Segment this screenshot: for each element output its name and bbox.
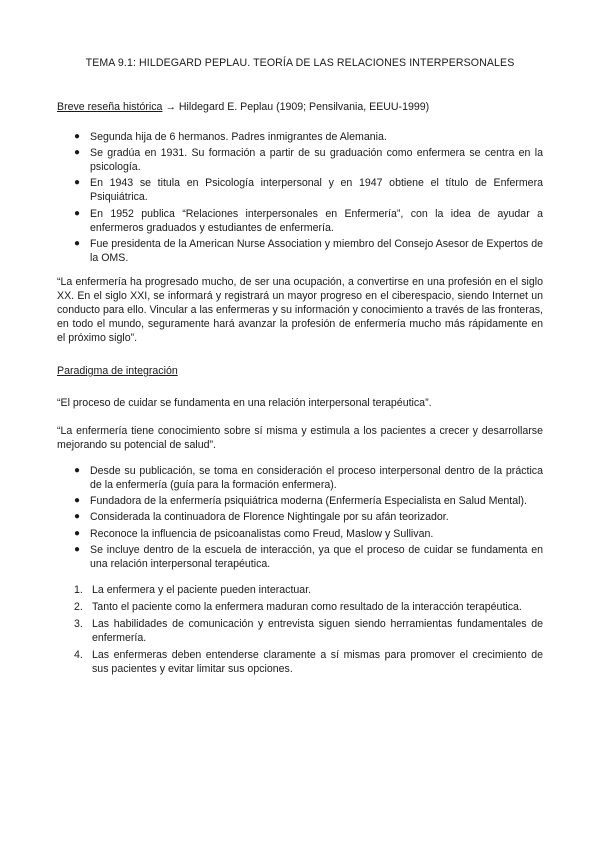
bullet-icon: ● [74,495,81,507]
arrow-icon: → [165,101,176,113]
bullet-icon: ● [74,543,81,555]
numbered-item: 3. Las habilidades de comunicación y entrevista siguen siendo herramientas fundamentales de enfermería. [74,617,543,644]
history-list-wrap [57,130,543,267]
list-item: ● Desde su publicación, se toma en consideración el proceso interpersonal dentro de la práctica de la enfermería (guía para la formación enfermera). [74,465,543,491]
bullet-icon: ● [74,527,81,539]
list-item: ● Reconoce la influencia de psicoanalistas como Freud, Maslow y Sullivan. [74,527,434,540]
bullet-icon: ● [74,465,81,476]
list-item: ● En 1943 se titula en Psicología interpersonal y en 1947 obtiene el título de Enfermera Psiquiátrica. [74,177,543,204]
bullet-icon: ● [74,177,81,189]
list-item: ● Considerada la continuadora de Florence Nightingale por su afán teorizador. [74,511,449,524]
peplau-quote: “La enfermería ha progresado mucho, de ser una ocupación, a convertirse en una profesión en el siglo XX. En el siglo XXI, se informará y registrará un mayor progreso en el ciberespacio, siendo Internet un conducto para ello. Vincular a las enfermeras y su información y conocimiento a través de las fronteras, en todo el mundo, seguramente hará avanzar la profesión de enfermería mucho más rápidamente en el próximo siglo”. [57,276,543,344]
history-list [57,130,543,265]
history-subject: Hildegard E. Peplau (1909; Pensilvania, EEUU-1999) [178,101,430,113]
paradigm-heading: Paradigma de integración [57,365,178,377]
history-heading-line [57,100,543,114]
item-number: 4. [74,648,83,661]
bullet-icon: ● [74,131,81,142]
paradigm-quote-1: “El proceso de cuidar se fundamenta en una relación interpersonal terapéutica”. [57,397,432,409]
bullet-icon: ● [74,237,81,249]
list-item: ● Fue presidenta de la American Nurse Association y miembro del Consejo Asesor de Expertos de la OMS. [74,237,543,264]
bullet-icon: ● [74,147,81,159]
list-item: ● Se gradúa en 1931. Su formación a partir de su graduación como enfermera se centra en la psicología. [74,147,543,174]
list-item: ● Segunda hija de 6 hermanos. Padres inmigrantes de Alemania. [74,131,387,143]
numbered-item: 4. Las enfermeras deben entenderse claramente a sí mismas para promover el crecimiento de sus pacientes y evitar limitar sus opciones. [74,648,543,675]
list-item: ● Se incluye dentro de la escuela de interacción, ya que el proceso de cuidar se fundamenta en una relación interpersonal terapéutica. [74,543,543,570]
page-title: TEMA 9.1: HILDEGARD PEPLAU. TEORÍA DE LAS RELACIONES INTERPERSONALES [85,57,515,69]
numbered-list [57,583,543,676]
paradigm-list [57,464,543,571]
item-number: 3. [74,617,83,630]
item-number: 2. [74,600,83,613]
bullet-icon: ● [74,511,81,523]
paradigm-quote-2-wrap [57,424,543,679]
list-item: ● En 1952 publica “Relaciones interpersonales en Enfermería”, con la idea de ayudar a enfermeros graduados y estudiantes de enfermería. [74,207,543,234]
item-number: 1. [74,583,83,596]
numbered-item: 1. La enfermera y el paciente pueden interactuar. [74,583,312,596]
paradigm-quote-2: “La enfermería tiene conocimiento sobre sí misma y estimula a los pacientes a crecer y desarrollarse mejorando su potencial de salud”. [57,425,543,451]
list-item: ● Fundadora de la enfermería psiquiátrica moderna (Enfermería Especialista en Salud Mental). [74,495,527,508]
paradigm-heading-line [57,364,543,378]
history-heading: Breve reseña histórica [57,101,163,113]
bullet-icon: ● [74,207,81,219]
numbered-item: 2. Tanto el paciente como la enfermera maduran como resultado de la interacción terapéutica. [74,600,522,613]
